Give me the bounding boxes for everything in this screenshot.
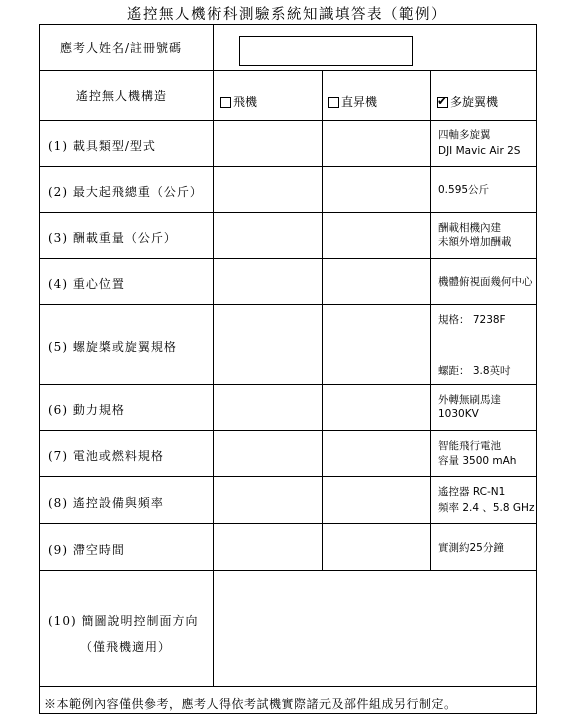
value-4: 機體俯視面幾何中心 [438,276,533,288]
row-label-8: (8) 遙控設備與頻率 [48,496,164,510]
grid-line [40,523,536,524]
value-3-line-2: 未額外增加酬載 [438,236,512,248]
option-multirotor[interactable] [437,94,498,110]
value-9: 實測約25分鐘 [438,542,504,554]
applicant-label: 應考人姓名/註冊號碼 [60,41,183,55]
option-helicopter-label: 直昇機 [341,95,378,109]
airplane-checkbox[interactable] [220,97,231,108]
row-label-6: (6) 動力規格 [48,403,125,417]
option-airplane[interactable] [220,94,257,110]
answer-form [39,24,537,714]
grid-line [430,70,431,570]
row-label-5: (5) 螺旋槳或旋翼規格 [48,340,177,354]
grid-line [40,70,536,71]
row-label-2: (2) 最大起飛總重（公斤） [48,185,203,199]
value-7-line-2: 容量 3500 mAh [438,455,517,467]
row-label-4: (4) 重心位置 [48,277,125,291]
value-5-line-1: 規格： 7238F [438,314,506,326]
grid-line [40,304,536,305]
grid-line [40,384,536,385]
multirotor-checkbox[interactable] [437,97,448,108]
grid-line [40,212,536,213]
helicopter-checkbox[interactable] [328,97,339,108]
row-label-3: (3) 酬載重量（公斤） [48,231,177,245]
value-7-line-1: 智能飛行電池 [438,440,501,452]
page-title: 遙控無人機術科測驗系統知識填答表（範例） [127,7,447,23]
option-helicopter[interactable] [328,94,377,110]
value-8-line-2: 頻率 2.4 、5.8 GHz [438,502,535,514]
row-label-1: (1) 載具類型/型式 [48,139,156,153]
grid-line [40,166,536,167]
applicant-name-field[interactable] [239,36,413,66]
value-6-line-2: 1030KV [438,408,479,420]
option-airplane-label: 飛機 [233,95,258,109]
value-8-line-1: 遙控器 RC-N1 [438,486,506,498]
grid-line [40,120,536,121]
value-3-line-1: 酬載相機內建 [438,222,501,234]
value-1-line-1: 四軸多旋翼 [438,129,491,141]
row-label-10-line-2: （僅飛機適用） [80,640,172,654]
grid-line [40,476,536,477]
grid-line [40,430,536,431]
value-6-line-1: 外轉無刷馬達 [438,394,501,406]
control-surface-sketch-area[interactable] [214,571,536,685]
footnote: ※本範例內容僅供參考，應考人得依考試機實際諸元及部件組成另行制定。 [44,697,457,711]
value-5-line-2: 螺距： 3.8英吋 [438,365,511,377]
grid-line [322,70,323,570]
row-label-7: (7) 電池或燃料規格 [48,449,164,463]
value-1-line-2: DJI Mavic Air 2S [438,145,521,157]
row-label-9: (9) 滯空時間 [48,543,125,557]
grid-line [40,686,536,687]
structure-label: 遙控無人機構造 [76,89,168,103]
option-multirotor-label: 多旋翼機 [450,95,499,109]
value-2: 0.595公斤 [438,184,490,196]
grid-line [40,258,536,259]
row-label-10-line-1: (10) 簡圖說明控制面方向 [48,614,199,628]
